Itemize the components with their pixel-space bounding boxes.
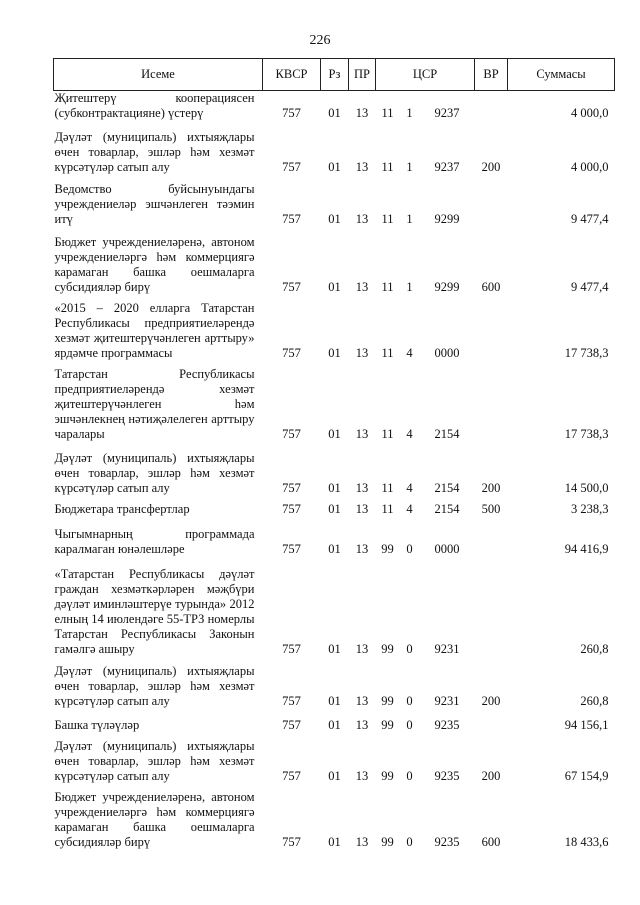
row-csr-direction: 9231 [434, 694, 460, 708]
row-csr-subprogram: 4 [406, 502, 413, 516]
row-vr [475, 715, 508, 739]
row-csr-direction: 9235 [434, 835, 460, 849]
row-pr: 13 [355, 542, 369, 556]
table-row [54, 448, 615, 502]
row-name: «2015 – 2020 елларга Татарстан Республикасы предприятиеләрендә хезмәт җитештерүчәнлеген арттыру» ярдәмче программасы [54, 301, 255, 360]
row-csr-subprogram: 0 [406, 769, 413, 783]
row-csr-program: 99 [381, 642, 394, 656]
row-pr: 13 [355, 280, 369, 294]
row-csr-direction: 9235 [434, 718, 460, 732]
row-vr: 600 [481, 280, 501, 294]
row-pr: 13 [355, 427, 369, 441]
row-name: Чыгымнарның программада каралмаган юнәлешләре [54, 527, 255, 556]
row-csr-direction: 0000 [434, 542, 460, 556]
table-row [54, 91, 615, 128]
row-pr: 13 [355, 718, 369, 732]
row-rz: 01 [328, 542, 341, 556]
row-name: Җитештерү кооперациясен (субконтрактацияне) үстерү [54, 91, 255, 120]
table-row [54, 127, 615, 181]
row-csr-subprogram: 1 [406, 160, 413, 174]
row-amount: 4 000,0 [571, 160, 609, 174]
row-kvsr: 757 [282, 502, 301, 516]
row-csr-direction: 9237 [434, 160, 460, 174]
row-rz: 01 [328, 835, 341, 849]
row-kvsr: 757 [282, 427, 301, 441]
row-pr: 13 [355, 835, 369, 849]
row-csr-direction: 9235 [434, 769, 460, 783]
header-csr: ЦСР [376, 59, 475, 91]
table-row [54, 563, 615, 663]
table-row [54, 523, 615, 563]
header-pr: ПР [349, 59, 376, 91]
row-pr: 13 [355, 160, 369, 174]
row-pr: 13 [355, 502, 369, 516]
header-row [54, 59, 615, 91]
row-amount: 3 238,3 [571, 502, 609, 516]
row-name: Дәүләт (муниципаль) ихтыяҗлары өчен товарлар, эшләр һәм хезмәт күрсәтүләр сатып алу [54, 739, 255, 783]
row-rz: 01 [328, 769, 341, 783]
table-row [54, 301, 615, 367]
table-row [54, 663, 615, 715]
header-name: Исеме [54, 59, 263, 91]
row-csr-direction: 9237 [434, 106, 460, 120]
row-csr-program: 11 [381, 427, 394, 441]
row-csr-subprogram: 4 [406, 427, 413, 441]
row-csr-program: 11 [381, 502, 394, 516]
table-row [54, 739, 615, 790]
table-row [54, 502, 615, 523]
row-csr-program: 11 [381, 481, 394, 495]
row-vr: 200 [481, 481, 501, 495]
row-kvsr: 757 [282, 694, 301, 708]
row-kvsr: 757 [282, 106, 301, 120]
row-pr: 13 [355, 694, 369, 708]
row-kvsr: 757 [282, 642, 301, 656]
row-rz: 01 [328, 212, 341, 226]
row-name: Бюджетара трансфертлар [54, 502, 190, 516]
row-kvsr: 757 [282, 542, 301, 556]
row-csr-subprogram: 0 [406, 542, 413, 556]
row-vr [475, 91, 508, 128]
row-kvsr: 757 [282, 835, 301, 849]
row-name: Дәүләт (муниципаль) ихтыяҗлары өчен товарлар, эшләр һәм хезмәт күрсәтүләр сатып алу [54, 130, 255, 174]
row-kvsr: 757 [282, 212, 301, 226]
row-amount: 94 156,1 [564, 718, 609, 732]
row-kvsr: 757 [282, 481, 301, 495]
table-row [54, 233, 615, 301]
row-csr-direction: 2154 [434, 427, 460, 441]
header-vr: ВР [475, 59, 508, 91]
header-rz: Рз [321, 59, 349, 91]
row-amount: 17 738,3 [564, 427, 609, 441]
page-number: 226 [309, 33, 331, 48]
row-pr: 13 [355, 346, 369, 360]
row-rz: 01 [328, 160, 341, 174]
row-rz: 01 [328, 642, 341, 656]
row-rz: 01 [328, 694, 341, 708]
row-csr-program: 11 [381, 280, 394, 294]
row-name: Ведомство буйсынуындагы учреждениеләр эшчәнлеген тәэмин итү [54, 182, 255, 226]
row-amount: 94 416,9 [564, 542, 609, 556]
row-name: Дәүләт (муниципаль) ихтыяҗлары өчен товарлар, эшләр һәм хезмәт күрсәтүләр сатып алу [54, 664, 255, 708]
row-vr [475, 181, 508, 233]
row-csr-subprogram: 0 [406, 835, 413, 849]
row-csr-subprogram: 1 [406, 212, 413, 226]
row-csr-direction: 9299 [434, 212, 460, 226]
row-kvsr: 757 [282, 718, 301, 732]
row-amount: 17 738,3 [564, 346, 609, 360]
row-name: Бюджет учреждениеләренә, автоном учреждениеләргә һәм коммерциягә карамаган башка оешмаларга субсидияләр бирү [54, 790, 255, 849]
row-csr-program: 11 [381, 212, 394, 226]
row-vr [475, 301, 508, 367]
row-rz: 01 [328, 481, 341, 495]
row-rz: 01 [328, 280, 341, 294]
row-pr: 13 [355, 212, 369, 226]
row-pr: 13 [355, 642, 369, 656]
row-vr: 500 [481, 502, 501, 516]
row-csr-subprogram: 4 [406, 346, 413, 360]
row-name: Бюджет учреждениеләренә, автоном учреждениеләргә һәм коммерциягә карамаган башка оешмаларга субсидияләр бирү [54, 235, 255, 294]
row-csr-program: 11 [381, 160, 394, 174]
row-csr-subprogram: 0 [406, 642, 413, 656]
row-csr-direction: 0000 [434, 346, 460, 360]
row-vr: 200 [481, 160, 501, 174]
row-csr-direction: 2154 [434, 502, 460, 516]
row-csr-subprogram: 0 [406, 718, 413, 732]
row-vr [475, 367, 508, 448]
row-kvsr: 757 [282, 280, 301, 294]
row-vr [475, 523, 508, 563]
table-row [54, 715, 615, 739]
row-name: Татарстан Республикасы предприятиеләрендә хезмәт җитештерүчәнлеген һәм эшчәнлекнең нәтиҗәлелеген арттыру чаралары [54, 367, 255, 441]
row-csr-program: 11 [381, 346, 394, 360]
row-csr-program: 99 [381, 694, 394, 708]
row-vr: 200 [481, 769, 501, 783]
row-kvsr: 757 [282, 769, 301, 783]
row-name: Дәүләт (муниципаль) ихтыяҗлары өчен товарлар, эшләр һәм хезмәт күрсәтүләр сатып алу [54, 451, 255, 495]
row-csr-subprogram: 0 [406, 694, 413, 708]
header-amount: Суммасы [508, 59, 615, 91]
table-body [54, 91, 615, 857]
table-row [54, 367, 615, 448]
row-amount: 14 500,0 [564, 481, 609, 495]
row-kvsr: 757 [282, 346, 301, 360]
row-pr: 13 [355, 769, 369, 783]
row-pr: 13 [355, 106, 369, 120]
header-kvsr: КВСР [263, 59, 321, 91]
row-vr: 200 [481, 694, 501, 708]
row-amount: 4 000,0 [571, 106, 609, 120]
row-vr: 600 [481, 835, 501, 849]
row-amount: 260,8 [580, 694, 609, 708]
table-row [54, 181, 615, 233]
row-csr-subprogram: 1 [406, 280, 413, 294]
row-name: «Татарстан Республикасы дәүләт граждан хезмәткәрләрен мәҗбүри дәүләт иминләштерүе турында» 2012 елның 14 июлендәге 55-ТРЗ номерлы Татарстан Республикасы Законын гамәлгә ашыру [54, 567, 255, 656]
row-csr-program: 99 [381, 835, 394, 849]
row-csr-program: 99 [381, 769, 394, 783]
row-rz: 01 [328, 106, 341, 120]
row-csr-subprogram: 4 [406, 481, 413, 495]
row-csr-program: 11 [381, 106, 394, 120]
row-csr-direction: 9231 [434, 642, 460, 656]
row-kvsr: 757 [282, 160, 301, 174]
row-rz: 01 [328, 427, 341, 441]
row-vr [475, 563, 508, 663]
row-csr-subprogram: 1 [406, 106, 413, 120]
row-csr-program: 99 [381, 718, 394, 732]
row-rz: 01 [328, 718, 341, 732]
row-csr-direction: 2154 [434, 481, 460, 495]
row-pr: 13 [355, 481, 369, 495]
table-row [54, 790, 615, 856]
table-header [54, 59, 615, 91]
row-name: Башка түләүләр [54, 718, 140, 732]
budget-table [53, 58, 615, 856]
row-amount: 67 154,9 [564, 769, 609, 783]
row-rz: 01 [328, 346, 341, 360]
row-rz: 01 [328, 502, 341, 516]
row-amount: 9 477,4 [571, 212, 609, 226]
row-amount: 260,8 [580, 642, 609, 656]
row-csr-direction: 9299 [434, 280, 460, 294]
row-csr-program: 99 [381, 542, 394, 556]
row-amount: 9 477,4 [571, 280, 609, 294]
row-amount: 18 433,6 [564, 835, 609, 849]
